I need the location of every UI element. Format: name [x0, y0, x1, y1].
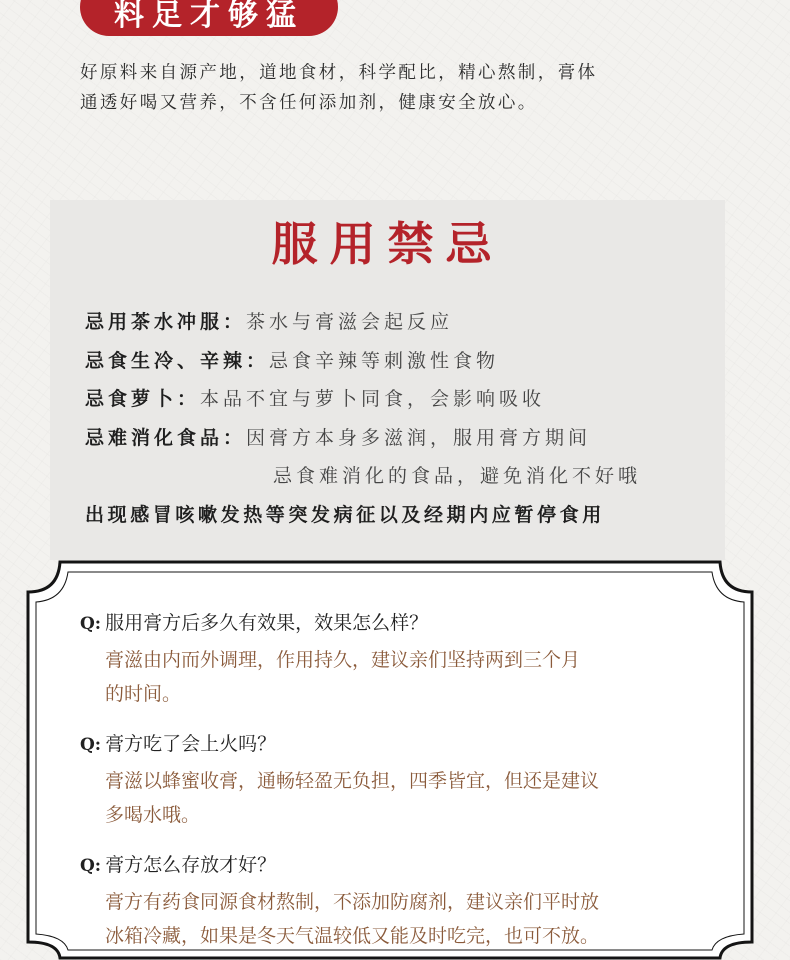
- faq-question: [80, 610, 720, 637]
- taboo-item: [85, 387, 641, 426]
- faq-answer: [105, 643, 720, 711]
- taboo-item-text: 忌食难消化的食品，避免消化不好哦: [273, 465, 642, 487]
- answer-line: 膏方有药食同源食材熬制，不添加防腐剂，建议亲们平时放: [105, 891, 600, 913]
- taboo-list: [85, 310, 641, 541]
- taboo-title: 服用禁忌: [271, 217, 504, 271]
- question-text: 服用膏方后多久有效果，效果怎么样？: [105, 612, 429, 634]
- taboo-panel: [50, 200, 725, 560]
- faq-list: [80, 610, 720, 953]
- taboo-item-warning: [85, 503, 641, 542]
- question-text: 膏方怎么存放才好？: [105, 854, 277, 876]
- question-mark-label: Q:: [80, 614, 102, 634]
- faq-question: [80, 731, 720, 758]
- taboo-item-text: 茶水与膏滋会起反应: [246, 311, 454, 333]
- answer-line: 膏滋以蜂蜜收膏，通畅轻盈无负担，四季皆宜，但还是建议: [105, 770, 600, 792]
- faq-item: [80, 852, 720, 953]
- banner-title: 料足才够猛: [114, 0, 304, 33]
- taboo-item: [85, 426, 641, 465]
- answer-line: 膏滋由内而外调理，作用持久，建议亲们坚持两到三个月: [105, 649, 581, 671]
- faq-item: [80, 731, 720, 832]
- intro-paragraph: [80, 58, 720, 118]
- faq-question: [80, 852, 720, 879]
- taboo-item-text: 因膏方本身多滋润，服用膏方期间: [246, 426, 592, 449]
- answer-line: 冰箱冷藏，如果是冬天气温较低又能及时吃完，也可不放。: [105, 925, 600, 947]
- faq-item: [80, 610, 720, 711]
- taboo-item: [85, 310, 641, 349]
- taboo-item-continuation: [85, 464, 641, 503]
- taboo-warning-text: 出现感冒咳嗽发热等突发病征以及经期内应暂停食用: [85, 503, 605, 526]
- taboo-item-label: 忌食萝卜：: [85, 388, 201, 410]
- question-mark-label: Q:: [80, 735, 102, 755]
- taboo-item-label: 忌食生冷、辛辣：: [85, 349, 270, 372]
- faq-answer: [105, 764, 720, 832]
- intro-line: 通透好喝又营养，不含任何添加剂，健康安全放心。: [80, 93, 538, 113]
- answer-line: 的时间。: [105, 683, 182, 705]
- question-text: 膏方吃了会上火吗？: [105, 733, 277, 755]
- taboo-item-label: 忌用茶水冲服：: [85, 311, 247, 333]
- taboo-item-text: 忌食辛辣等刺激性食物: [269, 349, 500, 372]
- taboo-item-text: 本品不宜与萝卜同食，会影响吸收: [200, 388, 546, 410]
- taboo-item-label: 忌难消化食品：: [85, 426, 247, 449]
- intro-line: 好原料来自源产地，道地食材，科学配比，精心熬制，膏体: [80, 63, 598, 83]
- taboo-item: [85, 349, 641, 388]
- question-mark-label: Q:: [80, 856, 102, 876]
- faq-answer: [105, 885, 720, 953]
- answer-line: 多喝水哦。: [105, 804, 201, 826]
- section-banner: [80, 0, 338, 36]
